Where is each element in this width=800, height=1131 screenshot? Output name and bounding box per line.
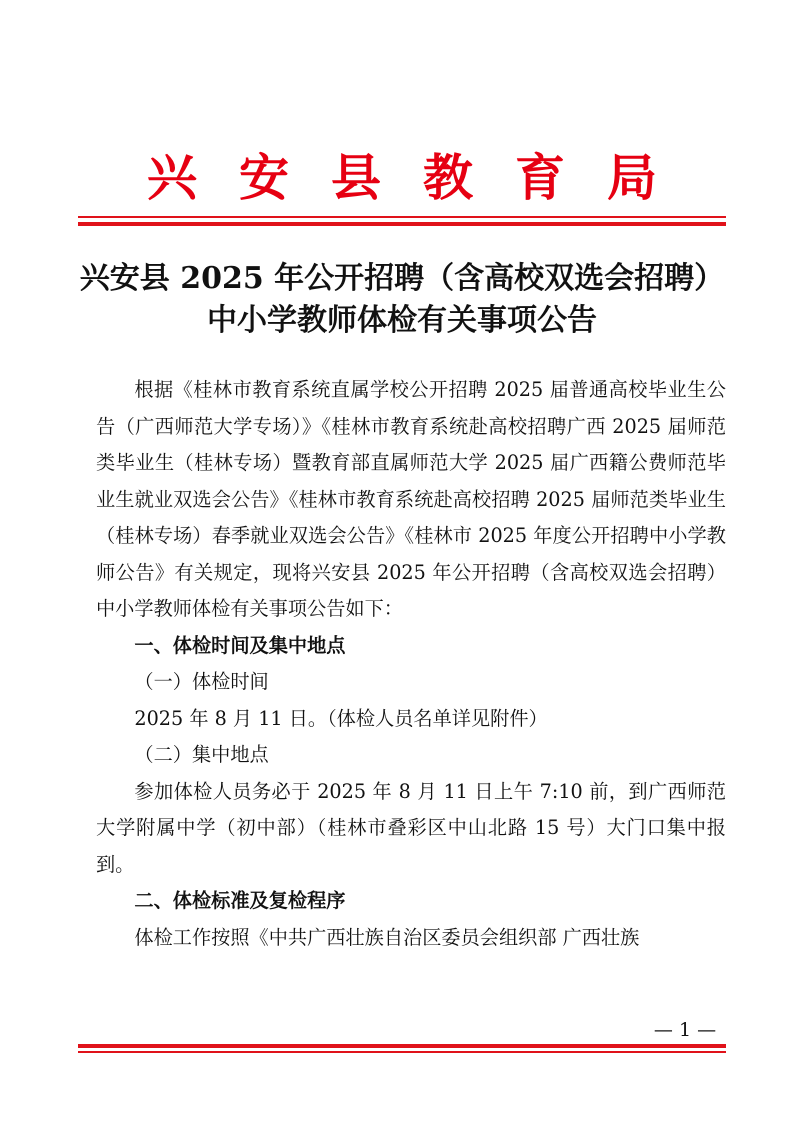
- footer-rule-thick: [78, 1044, 726, 1048]
- document-title-line1: 兴安县 2025 年公开招聘（含高校双选会招聘）: [79, 261, 725, 296]
- document-title-line2: 中小学教师体检有关事项公告: [207, 303, 597, 338]
- sub2-text: 参加体检人员务必于 2025 年 8 月 11 日上午 7:10 前，到广西师范大学附属中学（初中部）（桂林市叠彩区中山北路 15 号）大门口集中报到。: [96, 779, 726, 876]
- header-rule-thin: [78, 216, 726, 218]
- header-rule-thick: [78, 222, 726, 226]
- page-number: — 1 —: [653, 1019, 717, 1041]
- sub1-text: 2025 年 8 月 11 日。（体检人员名单详见附件）: [134, 706, 548, 730]
- org-header-title: 兴安县教育局: [147, 148, 699, 207]
- section2-text: 体检工作按照《中共广西壮族自治区委员会组织部 广西壮族: [134, 925, 640, 949]
- sub1-heading: （一）体检时间: [134, 670, 269, 693]
- footer-rule-thin: [78, 1051, 726, 1053]
- section2-heading: 二、体检标准及复检程序: [134, 889, 346, 912]
- document-body: [96, 372, 726, 956]
- section1-heading: 一、体检时间及集中地点: [134, 633, 346, 657]
- sub2-heading: （二）集中地点: [134, 743, 269, 766]
- document-title: [78, 258, 726, 342]
- intro-paragraph: 根据《桂林市教育系统直属学校公开招聘 2025 届普通高校毕业生公告（广西师范大学专场）》《桂林市教育系统赴高校招聘广西 2025 届师范类毕业生（桂林专场）暨教育部直属师范大学 2025 届广西籍公费师范毕业生就业双选会公告》《桂林市教育系统赴高校招聘 2025 届师范类毕业生（桂林专场）春季就业双选会公告》《桂林市 2025 年度公开招聘中小学教师公告》有关规定，现将兴安县 2025 年公开招聘（含高校双选会招聘）中小学教师体检有关事项公告如下：: [96, 378, 726, 620]
